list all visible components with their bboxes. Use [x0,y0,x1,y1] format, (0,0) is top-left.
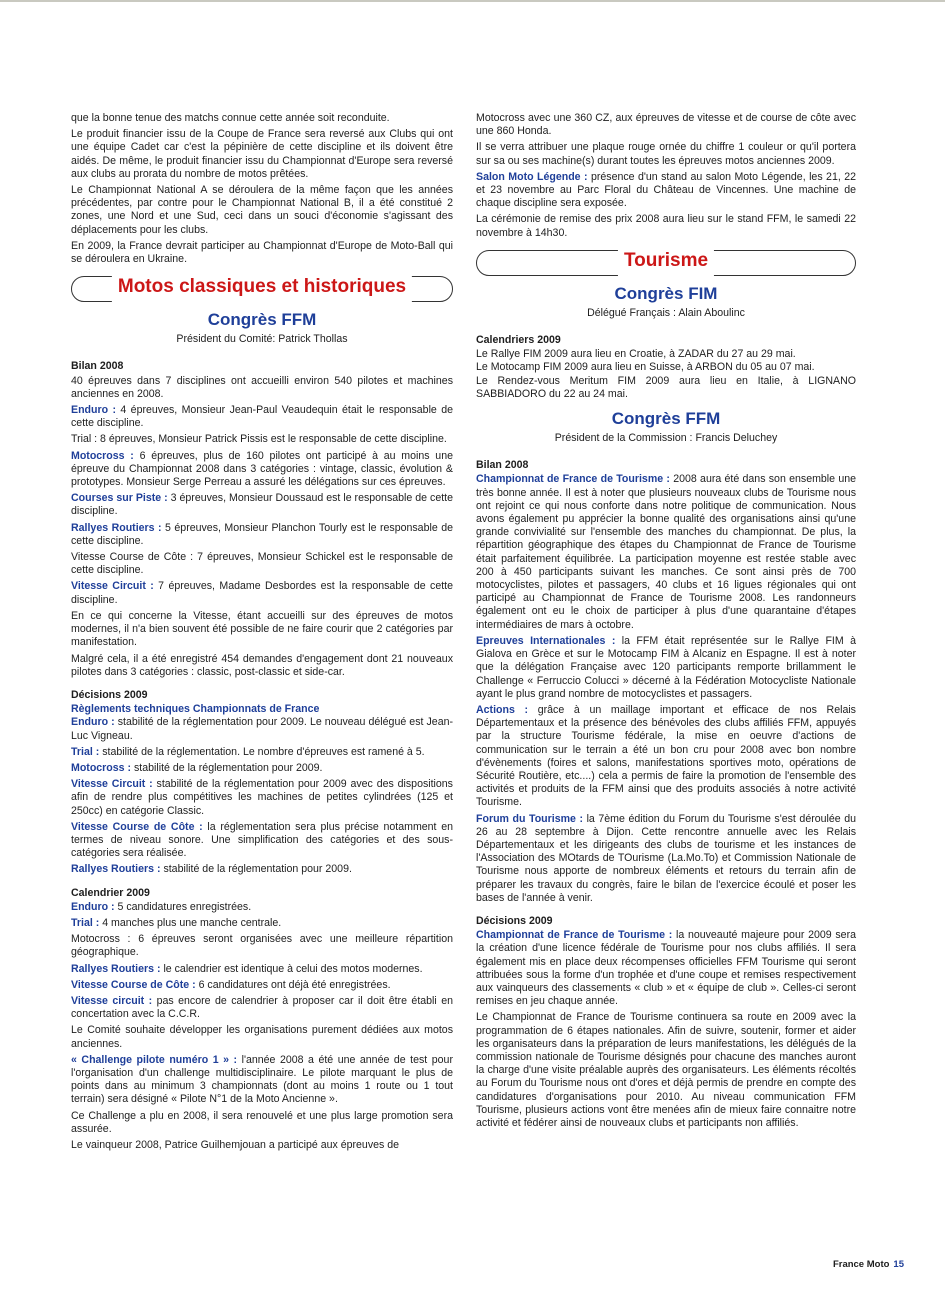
paragraph [71,1139,453,1152]
paragraph: En 2009, la France devrait participer au Championnat d'Europe de Moto-Ball qui se déroulera en Ukraine. [71,239,453,266]
paragraph [71,522,453,548]
paragraph [71,963,453,976]
paragraph-text: l'année 2008 a été une année de test pour l'organisation d'un challenge multidisciplinaire. Le pilote marquant le plus de points dans au minimum 3 championnats (dont au moins 1 route ou 1 tout terrain) sera désigné « Pilote N°1 de la Moto Ancienne ». [71,1053,453,1106]
paragraph [71,1024,453,1050]
paragraph [71,1110,453,1136]
keyword-label: Enduro : [71,900,115,913]
paragraph-text: Trial : 8 épreuves, Monsieur Patrick Pissis est le responsable de cette discipline. [71,433,447,446]
paragraph [71,551,453,577]
paragraph [71,995,453,1021]
paragraph-text: Ce Challenge a plu en 2008, il sera renouvelé et une plus large promotion sera assurée. [71,1109,453,1135]
paragraph [71,404,453,430]
section-heading: Bilan 2008 [476,459,529,472]
decisions-list [71,716,453,876]
paragraph-text: Vitesse Course de Côte : 7 épreuves, Monsieur Schickel est le responsable de cette discipline. [71,551,453,577]
top-rule [0,0,945,2]
paragraph-text: 5 candidatures enregistrées. [114,900,252,913]
paragraph [476,213,856,239]
paragraph [476,112,856,138]
paragraph-text: 4 manches plus une manche centrale. [99,916,282,929]
paragraph [71,580,453,606]
keyword-label: Epreuves Internationales : [476,634,616,647]
paragraph [71,762,453,775]
congress-subtitle: Délégué Français : Alain Aboulinc [587,306,745,319]
keyword-label: Championnat de France de Tourisme : [476,929,673,942]
paragraph [476,635,856,701]
right-column [476,112,856,1133]
paragraph-text: Le Championnat de France de Tourisme continuera sa route en 2009 avec la programmation de 6 étapes nationales. Afin de suivre, soutenir, former et aider les organisateurs dans la préparation de leurs manifestations, les délégués de la commission nationale de Tourisme désignés pour chacune des manches auront la charge d'une visite préalable auprès des organisateurs. Les éléments récoltés au Forum du Tourisme nous ont d'ores et déjà permis de prendre en compte des candidatures d'organisations pour 2010. Au niveau communication FFM Tourisme, plusieurs actions vont être menées afin de mieux faire connaitre notre activité et fédérer ainsi de nouveaux clubs et participants non affiliés. [476,1011,856,1129]
section-heading: Décisions 2009 [71,688,148,701]
paragraph-text: Malgré cela, il a été enregistré 454 demandes d'engagement dont 21 nouveaux pilotes dans 3 catégories : classic, post-classic et side-car. [71,652,453,678]
congress-title: Congrès FFM [611,409,721,429]
paragraph [71,863,453,876]
paragraph-text: Motocross avec une 360 CZ, aux épreuves de vitesse et de course de côte avec une 860 Honda. [476,112,856,138]
paragraph [71,433,453,446]
paragraph-text: 40 épreuves dans 7 disciplines ont accueilli environ 540 pilotes et machines anciennes en 2008. [71,374,453,400]
paragraph [71,917,453,930]
paragraph [71,821,453,861]
decisions-list [476,929,856,1130]
paragraph-text: stabilité de la réglementation pour 2009. [160,863,352,876]
paragraph [71,746,453,759]
right-intro [476,112,856,240]
paragraph-text: la 7ème édition du Forum du Tourisme s'est déroulée du 26 au 28 septembre à Dijon. Cette rencontre annuelle avec les Relais Départementaux et les dirigeants des clubs de tourisme et les instances de l'Association des MOtards de TOurisme (La.Mo.To) et Commission Nationale de Tourisme nous apporte de nombreux éléments et retours du terrain afin de préparer les travaux du congrès, faire le bilan de l'exercice écoulé et poser les bases de l'année à venir. [476,812,857,904]
paragraph: Le Rendez-vous Meritum FIM 2009 aura lieu en Italie, à LIGNANO SABBIADORO du 22 au 24 mai. [476,374,856,400]
keyword-label: Actions : [476,703,529,716]
keyword-label: Salon Moto Légende : [476,170,588,183]
paragraph [71,1054,453,1107]
paragraph-text: Le Comité souhaite développer les organisations purement dédiées aux motos anciennes. [71,1024,453,1050]
paragraph [476,813,856,905]
paragraph-text: Il se verra attribuer une plaque rouge ornée du chiffre 1 couleur or qu'il portera sur sa ou ses machine(s) durant toutes les épreuves motos anciennes 2009. [476,141,856,167]
section-heading: Calendriers 2009 [476,334,561,347]
bilan-list [476,473,856,905]
paragraph-text: 5 épreuves, Monsieur Planchon Tourly est le responsable de cette discipline. [71,521,453,547]
keyword-label: Vitesse Course de Côte : [71,820,203,833]
keyword-label: Enduro : [71,716,115,729]
keyword-label: Trial : [71,916,100,929]
page-number: 15 [893,1259,904,1270]
section-heading: Décisions 2009 [476,914,553,927]
bilan-list [71,375,453,679]
keyword-label: Courses sur Piste : [71,492,168,505]
paragraph-text: 4 épreuves, Monsieur Jean-Paul Veaudequin était le responsable de cette discipline. [71,404,453,430]
paragraph [71,610,453,650]
paragraph: Le Motocamp FIM 2009 aura lieu en Suisse, à ARBON du 05 au 07 mai. [476,361,815,374]
paragraph-text: la réglementation sera plus précise notamment en termes de niveau sonore. Une simplification des catégories et des sous-catégories sera réalisée. [71,820,453,860]
left-intro [71,112,453,266]
keyword-label: Forum du Tourisme : [476,812,584,825]
paragraph [71,778,453,818]
left-column [71,112,453,1155]
paragraph-text: stabilité de la réglementation pour 2009. [131,761,323,774]
calendar-list [71,901,453,1152]
paragraph: Le Rallye FIM 2009 aura lieu en Croatie, à ZADAR du 27 au 29 mai. [476,348,796,361]
keyword-label: Rallyes Routiers : [71,962,161,975]
paragraph [71,653,453,679]
paragraph-text: le calendrier est identique à celui des motos modernes. [160,962,423,975]
paragraph [71,901,453,914]
paragraph [476,1011,856,1130]
section-banner-classic [71,276,453,302]
paragraph-text: grâce à un maillage important et efficace de nos Relais Départementaux et la présence des bénévoles des clubs affiliés FFM, appuyés par la structure Tourisme fédérale, la mise en oeuvre d'actions de communication sur le terrain a été un bon cru pour 2008 avec bon nombre d'évènements (foires et salons, manifestations sportives moto, opérations de Sécurité Routière, etc....) cela a permis de faire la promotion de l'ensemble des activités et produits de la FFM ainsi que des produits associés à notre activité Tourisme. [476,703,856,809]
keyword-label: Vitesse circuit : [71,994,153,1007]
paragraph: Le produit financier issu de la Coupe de France sera reversé aux Clubs qui ont une équipe Cadet car c'est la pépinière de cette discipline et ils doivent être aidés. De même, le produit financier issu du Championnat d'Europe sera reversé aux clubs au prorata du nombre de motos prêtées. [71,128,453,180]
paragraph [71,716,453,742]
banner-title: Tourisme [618,246,714,276]
paragraph [71,979,453,992]
paragraph-text: 6 épreuves, plus de 160 pilotes ont participé à au moins une épreuve du Championnat 2008 dans 3 catégories : vintage, classic, évolution & prototypes. Monsieur Serge Perreau a assuré les délégations sur ces épreuves. [71,449,453,489]
keyword-label: Motocross : [71,761,132,774]
paragraph-text: La cérémonie de remise des prix 2008 aura lieu sur le stand FFM, le samedi 22 novembre à 14h30. [476,213,856,239]
paragraph [71,933,453,959]
paragraph-text: Motocross : 6 épreuves seront organisées avec une meilleure répartition géographique. [71,933,453,959]
paragraph [476,141,856,167]
paragraph [476,704,856,810]
congress-subtitle: Président du Comité: Patrick Thollas [176,333,348,346]
paragraph-text: stabilité de la réglementation. Le nombre d'épreuves est ramené à 5. [99,745,425,758]
magazine-name: France Moto [832,1259,890,1270]
paragraph-text: pas encore de calendrier à proposer car il doit être établi en concertation avec la C.C.R. [71,994,453,1021]
page-footer [833,1259,904,1270]
paragraph-text: En ce qui concerne la Vitesse, étant accueilli sur des épreuves de motos modernes, il n'a bien souvent été possible de ne faire courir que 2 catégories par manifestation. [71,609,453,649]
section-heading: Calendrier 2009 [71,886,150,899]
keyword-label: Vitesse Course de Côte : [71,978,196,991]
paragraph: que la bonne tenue des matchs connue cette année soit reconduite. [71,112,390,124]
congress-title: Congrès FIM [614,283,718,303]
section-banner-tourisme [476,250,856,276]
paragraph-text: la FFM était représentée sur le Rallye FIM à Gialova en Grèce et sur le Motocamp FIM à Alcaniz en Espagne. Il est à noter que la délégation Française avec 120 participants remporte brillamment le Challenge « Ferruccio Colucci » décerné à la Fédération Motocycliste Nationale ayant le plus grand nombre de motocyclistes et passagers. [476,634,856,700]
paragraph-text: 2008 aura été dans son ensemble une très bonne année. Il est à noter que plusieurs nouveaux clubs de Tourisme nous ont rejoint ce qui nous conforte dans notre politique de communication. Nous avons également pu apprécier la bonne qualité des organisations ainsi qu'une grande convivialité sur l'ensemble des manches du championnat. De plus, la répartition géographique des étapes du Championnat de France de Tourisme était parfaitement équilibrée. La participation moyenne est restée stable avec 200 à 450 participants suivant les manches. Ce sont ainsi près de 700 motocyclistes, pilotes et passagers, 40 clubs et 16 ligues régionales qui ont participé au Championnat de France de Tourisme 2008. Les randonneurs également ont eu le choix de participer à plus d'une quarantaine d'étapes intermédiaires de mars à octobre. [476,473,856,631]
section-heading: Bilan 2008 [71,360,124,373]
banner-title: Motos classiques et historiques [112,272,412,302]
paragraph [71,492,453,518]
paragraph-text: stabilité de la réglementation pour 2009. Le nouveau délégué est Jean-Luc Vigneau. [71,716,454,742]
congress-title: Congrès FFM [207,310,317,330]
congress-subtitle: Président de la Commission : Francis Deluchey [554,432,778,445]
paragraph-text: 7 épreuves, Madame Desbordes est la responsable de cette discipline. [71,580,453,606]
paragraph [476,473,856,631]
keyword-label: Enduro : [71,404,116,417]
paragraph: Le Championnat National A se déroulera de la même façon que les années précédentes, par contre pour le Championnat National B, il a été constitué 2 zones, une Nord et une Sud, ceci dans un souci d'économie s'agissant des déplacements pour les clubs. [71,184,453,236]
keyword-label: Trial : [71,745,100,758]
paragraph-text: stabilité de la réglementation pour 2009 avec des dispositions afin de rendre plus compétitives les machines de petites cylindrées (125 et 250cc) en catégorie Classic. [71,778,453,817]
keyword-label: Vitesse Circuit : [71,778,153,791]
keyword-label: Rallyes Routiers : [71,863,161,876]
paragraph [476,929,856,1008]
paragraph-text: 6 candidatures ont déjà été enregistrées. [195,978,391,991]
paragraph-text: 3 épreuves, Monsieur Doussaud est le responsable de cette discipline. [71,492,453,518]
keyword-label: Motocross : [71,449,134,462]
keyword-label: Championnat de France de Tourisme : [476,473,670,486]
paragraph [476,171,856,211]
keyword-label: Rallyes Routiers : [71,521,162,534]
keyword-label: Vitesse Circuit : [71,580,154,593]
keyword-label: « Challenge pilote numéro 1 » : [71,1053,238,1066]
subheading: Règlements techniques Championnats de France [71,703,320,716]
paragraph [71,450,453,490]
paragraph [71,375,453,401]
paragraph-text: présence d'un stand au salon Moto Légende, les 21, 22 et 23 novembre au Parc Floral du Château de Vincennes. Une machine de chaque discipline sera exposée. [476,170,856,210]
paragraph-text: la nouveauté majeure pour 2009 sera la création d'une licence fédérale de Tourisme pour nos clubs affiliés. Il sera également mis en place deux récompenses officielles FFM Tourisme qui seront attribuées sous la forme d'un trophée et d'une coupe et remises respectivement aux vainqueurs des classements « club » et « équipe de club ». Celles-ci seront remises en jeu chaque année. [476,929,856,1008]
paragraph-text: Le vainqueur 2008, Patrice Guilhemjouan a participé aux épreuves de [71,1139,400,1151]
